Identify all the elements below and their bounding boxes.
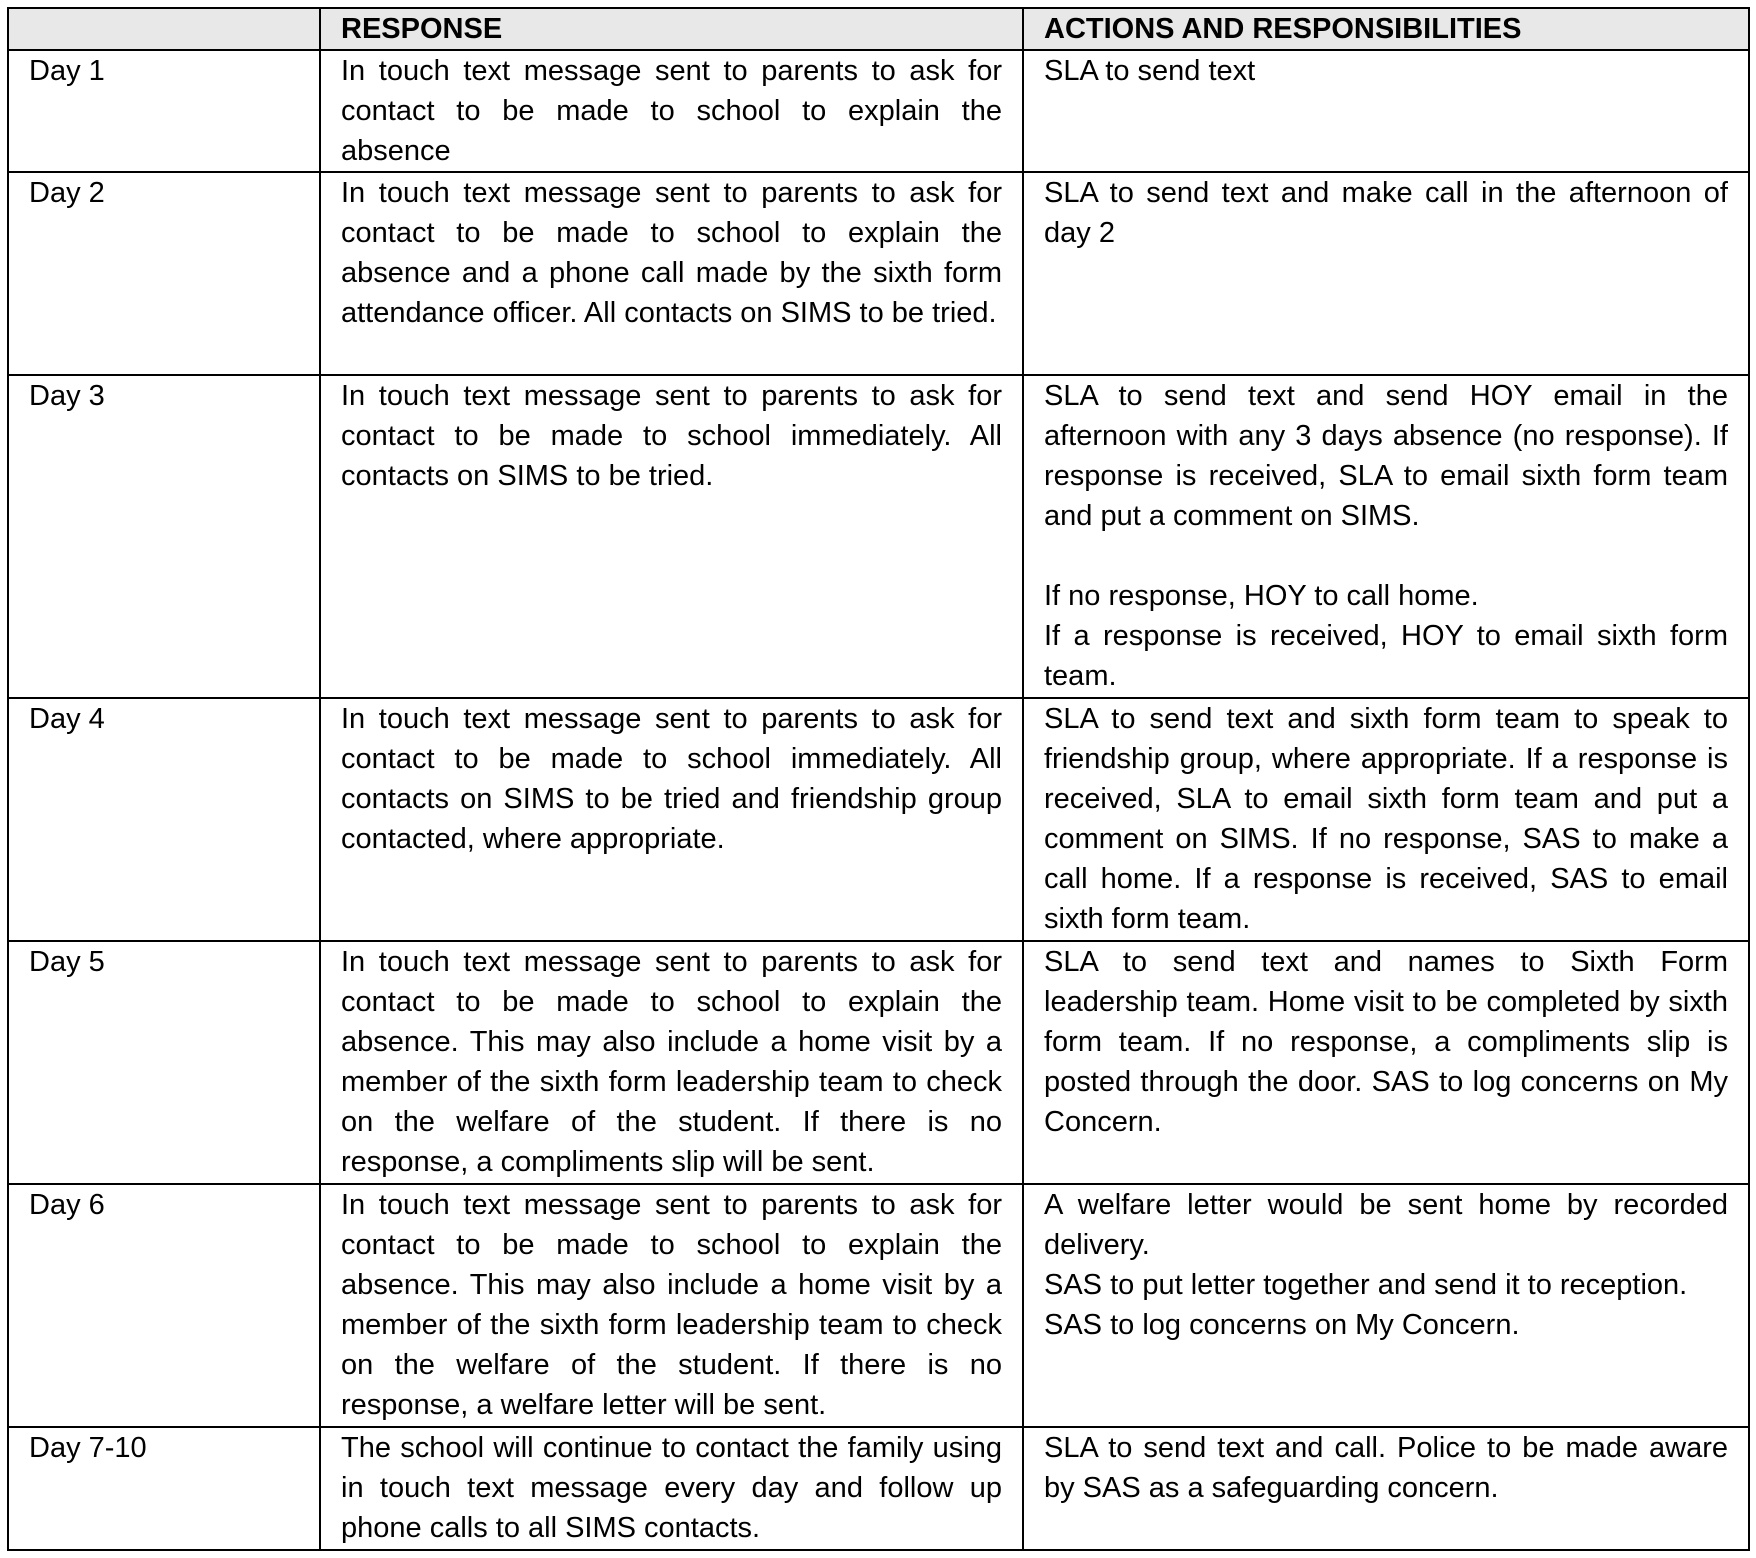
- actions-cell: [1023, 50, 1749, 172]
- attendance-response-table: [7, 7, 1750, 1551]
- response-cell: In touch text message sent to parents to ask for contact to be made to school immediately. All contacts on SIMS to be tried and friendship group contacted, where appropriate.: [320, 698, 1023, 941]
- response-cell: In touch text message sent to parents to ask for contact to be made to school to explain the absence: [320, 50, 1023, 172]
- table-row: [8, 172, 1749, 375]
- table-row: [8, 375, 1749, 698]
- response-cell: In touch text message sent to parents to ask for contact to be made to school to explain the absence. This may also include a home visit by a member of the sixth form leadership team to check on the welfare of the student. If there is no response, a welfare letter will be sent.: [320, 1184, 1023, 1427]
- table-row: [8, 698, 1749, 941]
- actions-cell: [1023, 375, 1749, 698]
- day-cell: Day 4: [8, 698, 320, 941]
- action-text: SLA to send text and names to Sixth Form leadership team. Home visit to be completed by sixth form team. If no response, a compliments slip is posted through the door. SAS to log concerns on My Concern.: [1044, 946, 1728, 1138]
- response-cell: In touch text message sent to parents to ask for contact to be made to school to explain the absence and a phone call made by the sixth form attendance officer. All contacts on SIMS to be tried.: [320, 172, 1023, 375]
- day-cell: Day 3: [8, 375, 320, 698]
- actions-cell: [1023, 941, 1749, 1184]
- header-response: RESPONSE: [320, 8, 1023, 50]
- table-row: [8, 50, 1749, 172]
- actions-cell: [1023, 1184, 1749, 1427]
- day-cell: Day 7-10: [8, 1427, 320, 1550]
- response-cell: In touch text message sent to parents to ask for contact to be made to school immediately. All contacts on SIMS to be tried.: [320, 375, 1023, 698]
- action-text: If no response, HOY to call home.: [1044, 580, 1479, 612]
- actions-cell: [1023, 1427, 1749, 1550]
- response-cell: The school will continue to contact the family using in touch text message every day and follow up phone calls to all SIMS contacts.: [320, 1427, 1023, 1550]
- action-text: SAS to put letter together and send it to reception.: [1044, 1269, 1688, 1301]
- action-text: SLA to send text and call. Police to be made aware by SAS as a safeguarding concern.: [1044, 1432, 1728, 1504]
- table-row: [8, 1427, 1749, 1550]
- action-text: A welfare letter would be sent home by recorded delivery.: [1044, 1189, 1728, 1261]
- header-day: [8, 8, 320, 50]
- day-cell: Day 2: [8, 172, 320, 375]
- header-row: [8, 8, 1749, 50]
- table-row: [8, 941, 1749, 1184]
- day-cell: Day 5: [8, 941, 320, 1184]
- action-text: If a response is received, HOY to email sixth form team.: [1044, 620, 1728, 692]
- day-cell: Day 6: [8, 1184, 320, 1427]
- action-text: SLA to send text: [1044, 55, 1256, 87]
- action-text: SAS to log concerns on My Concern.: [1044, 1309, 1520, 1341]
- header-actions: ACTIONS AND RESPONSIBILITIES: [1023, 8, 1749, 50]
- actions-cell: [1023, 172, 1749, 375]
- action-text: SLA to send text and sixth form team to speak to friendship group, where appropriate. If a response is received, SLA to email sixth form team and put a comment on SIMS. If no response, SAS to make a call home. If a response is received, SAS to email sixth form team.: [1044, 703, 1728, 935]
- table-row: [8, 1184, 1749, 1427]
- response-cell: In touch text message sent to parents to ask for contact to be made to school to explain the absence. This may also include a home visit by a member of the sixth form leadership team to check on the welfare of the student. If there is no response, a compliments slip will be sent.: [320, 941, 1023, 1184]
- day-cell: Day 1: [8, 50, 320, 172]
- action-text: SLA to send text and send HOY email in the afternoon with any 3 days absence (no response). If response is received, SLA to email sixth form team and put a comment on SIMS.: [1044, 380, 1728, 532]
- action-text: SLA to send text and make call in the afternoon of day 2: [1044, 177, 1728, 249]
- actions-cell: [1023, 698, 1749, 941]
